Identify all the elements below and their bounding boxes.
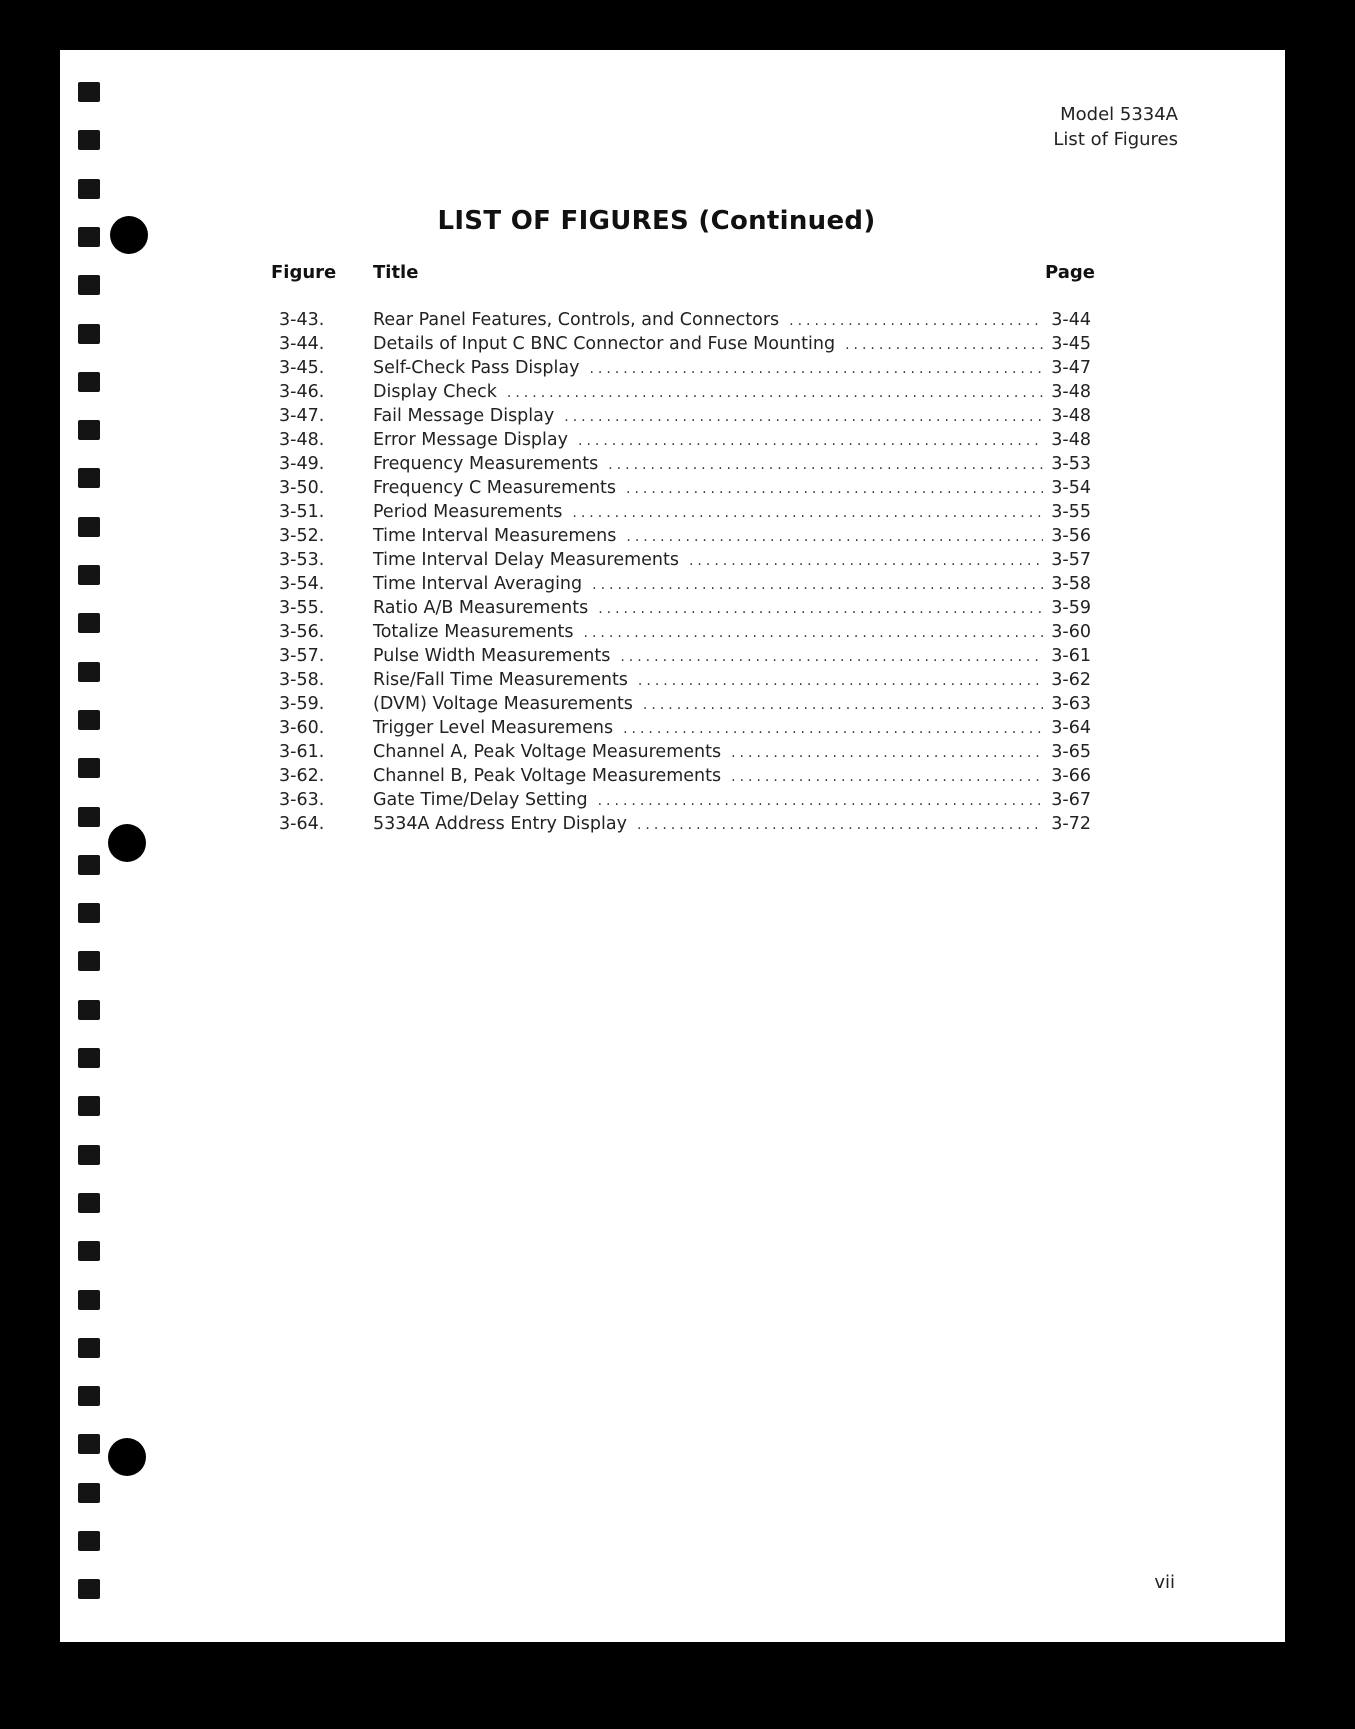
binding-mark	[78, 1193, 100, 1213]
figure-number: 3-59.	[279, 694, 325, 714]
dot-leader	[584, 625, 1043, 641]
binding-mark	[78, 1000, 100, 1020]
figure-entry	[279, 766, 1091, 790]
figure-page: 3-44	[1051, 310, 1091, 330]
column-header-figure: Figure	[271, 262, 337, 283]
figure-entry	[279, 502, 1091, 526]
figure-entry	[279, 526, 1091, 550]
dot-leader	[845, 337, 1043, 353]
figure-number: 3-57.	[279, 646, 325, 666]
figure-page: 3-72	[1051, 814, 1091, 834]
binding-mark	[78, 1290, 100, 1310]
figure-entry	[279, 406, 1091, 430]
figure-title: Time Interval Delay Measurements	[373, 550, 679, 570]
figure-page: 3-47	[1051, 358, 1091, 378]
figure-page: 3-53	[1051, 454, 1091, 474]
figure-title: Frequency Measurements	[373, 454, 599, 474]
running-header	[1053, 102, 1178, 152]
column-header-title: Title	[373, 262, 419, 283]
binding-mark	[78, 324, 100, 344]
binding-mark	[78, 130, 100, 150]
figure-number: 3-50.	[279, 478, 325, 498]
dot-leader	[598, 793, 1043, 809]
figure-title: Pulse Width Measurements	[373, 646, 611, 666]
binding-mark	[78, 1483, 100, 1503]
header-model: Model 5334A	[1060, 104, 1178, 125]
figure-title: Period Measurements	[373, 502, 563, 522]
dot-leader	[789, 313, 1043, 329]
figure-page: 3-54	[1051, 478, 1091, 498]
figure-entry	[279, 310, 1091, 334]
figure-page: 3-66	[1051, 766, 1091, 786]
figure-title: Self-Check Pass Display	[373, 358, 580, 378]
figure-title: Time Interval Measuremens	[373, 526, 617, 546]
dot-leader	[592, 577, 1043, 593]
dot-leader	[731, 745, 1043, 761]
figure-title: (DVM) Voltage Measurements	[373, 694, 633, 714]
binding-mark	[78, 517, 100, 537]
figure-number: 3-63.	[279, 790, 325, 810]
binding-mark	[78, 1579, 100, 1599]
figure-page: 3-48	[1051, 430, 1091, 450]
figure-title: Display Check	[373, 382, 497, 402]
dot-leader	[623, 721, 1043, 737]
figure-page: 3-48	[1051, 406, 1091, 426]
dot-leader	[507, 385, 1043, 401]
figure-page: 3-60	[1051, 622, 1091, 642]
binding-mark	[78, 420, 100, 440]
header-section: List of Figures	[1053, 129, 1178, 150]
binding-mark	[78, 951, 100, 971]
figure-entry	[279, 598, 1091, 622]
page-title: LIST OF FIGURES (Continued)	[437, 206, 876, 236]
figure-title: Totalize Measurements	[373, 622, 574, 642]
figure-page: 3-48	[1051, 382, 1091, 402]
binding-mark	[78, 372, 100, 392]
figure-number: 3-58.	[279, 670, 325, 690]
dot-leader	[689, 553, 1043, 569]
figure-entry	[279, 430, 1091, 454]
figure-number: 3-61.	[279, 742, 325, 762]
figure-number: 3-60.	[279, 718, 325, 738]
figure-number: 3-49.	[279, 454, 325, 474]
figure-page: 3-45	[1051, 334, 1091, 354]
binding-mark	[78, 807, 100, 827]
figure-title: Time Interval Averaging	[373, 574, 583, 594]
binding-mark	[78, 468, 100, 488]
figure-title: Channel A, Peak Voltage Measurements	[373, 742, 722, 762]
figure-title: Rise/Fall Time Measurements	[373, 670, 628, 690]
dot-leader	[626, 529, 1043, 545]
figure-number: 3-62.	[279, 766, 325, 786]
figure-number: 3-46.	[279, 382, 325, 402]
figure-entry	[279, 790, 1091, 814]
figure-page: 3-62	[1051, 670, 1091, 690]
figure-entry	[279, 478, 1091, 502]
figure-number: 3-44.	[279, 334, 325, 354]
figure-number: 3-54.	[279, 574, 325, 594]
figure-number: 3-52.	[279, 526, 325, 546]
figure-title: Channel B, Peak Voltage Measurements	[373, 766, 722, 786]
dot-leader	[637, 817, 1043, 833]
binding-mark	[78, 855, 100, 875]
figure-entry	[279, 814, 1091, 838]
figure-title: Gate Time/Delay Setting	[373, 790, 588, 810]
figure-entry	[279, 742, 1091, 766]
binding-mark	[78, 1241, 100, 1261]
figure-entry	[279, 550, 1091, 574]
binding-mark	[78, 1145, 100, 1165]
figure-entry	[279, 718, 1091, 742]
figure-title: Trigger Level Measuremens	[373, 718, 614, 738]
figure-entry	[279, 358, 1091, 382]
figure-entry	[279, 670, 1091, 694]
binding-mark	[78, 1096, 100, 1116]
figure-number: 3-45.	[279, 358, 325, 378]
binding-mark	[78, 1531, 100, 1551]
figure-page: 3-55	[1051, 502, 1091, 522]
figure-entry	[279, 694, 1091, 718]
binding-mark	[78, 179, 100, 199]
figure-number: 3-47.	[279, 406, 325, 426]
figure-number: 3-55.	[279, 598, 325, 618]
dot-leader	[620, 649, 1043, 665]
figure-number: 3-48.	[279, 430, 325, 450]
figure-list	[279, 310, 1091, 838]
binding-mark	[78, 613, 100, 633]
dot-leader	[608, 457, 1043, 473]
dot-leader	[589, 361, 1043, 377]
figure-page: 3-64	[1051, 718, 1091, 738]
dot-leader	[638, 673, 1043, 689]
dot-leader	[578, 433, 1043, 449]
figure-title: Fail Message Display	[373, 406, 555, 426]
figure-page: 3-65	[1051, 742, 1091, 762]
dot-leader	[731, 769, 1043, 785]
page-number: vii	[1154, 1572, 1175, 1593]
binding-mark	[78, 710, 100, 730]
binding-mark	[78, 662, 100, 682]
binding-mark	[78, 1048, 100, 1068]
binding-mark	[78, 1338, 100, 1358]
figure-page: 3-56	[1051, 526, 1091, 546]
dot-leader	[572, 505, 1043, 521]
dot-leader	[626, 481, 1043, 497]
punch-hole-bottom	[108, 1438, 146, 1476]
binding-strip	[74, 82, 104, 1622]
figure-page: 3-57	[1051, 550, 1091, 570]
document-page	[60, 50, 1285, 1642]
punch-hole-middle	[108, 824, 146, 862]
figure-page: 3-63	[1051, 694, 1091, 714]
binding-mark	[78, 275, 100, 295]
binding-mark	[78, 565, 100, 585]
figure-entry	[279, 646, 1091, 670]
figure-number: 3-43.	[279, 310, 325, 330]
figure-number: 3-56.	[279, 622, 325, 642]
dot-leader	[564, 409, 1043, 425]
binding-mark	[78, 903, 100, 923]
figure-entry	[279, 574, 1091, 598]
dot-leader	[643, 697, 1043, 713]
figure-title: Rear Panel Features, Controls, and Connectors	[373, 310, 780, 330]
figure-title: Details of Input C BNC Connector and Fuse Mounting	[373, 334, 836, 354]
figure-title: 5334A Address Entry Display	[373, 814, 627, 834]
binding-mark	[78, 1386, 100, 1406]
figure-page: 3-67	[1051, 790, 1091, 810]
binding-mark	[78, 82, 100, 102]
binding-mark	[78, 1434, 100, 1454]
figure-page: 3-59	[1051, 598, 1091, 618]
dot-leader	[598, 601, 1043, 617]
figure-title: Ratio A/B Measurements	[373, 598, 589, 618]
figure-entry	[279, 334, 1091, 358]
figure-number: 3-53.	[279, 550, 325, 570]
figure-number: 3-51.	[279, 502, 325, 522]
figure-number: 3-64.	[279, 814, 325, 834]
figure-page: 3-58	[1051, 574, 1091, 594]
binding-mark	[78, 758, 100, 778]
figure-title: Frequency C Measurements	[373, 478, 617, 498]
column-header-page: Page	[1045, 262, 1095, 283]
figure-title: Error Message Display	[373, 430, 568, 450]
figure-entry	[279, 454, 1091, 478]
figure-entry	[279, 622, 1091, 646]
figure-page: 3-61	[1051, 646, 1091, 666]
figure-entry	[279, 382, 1091, 406]
